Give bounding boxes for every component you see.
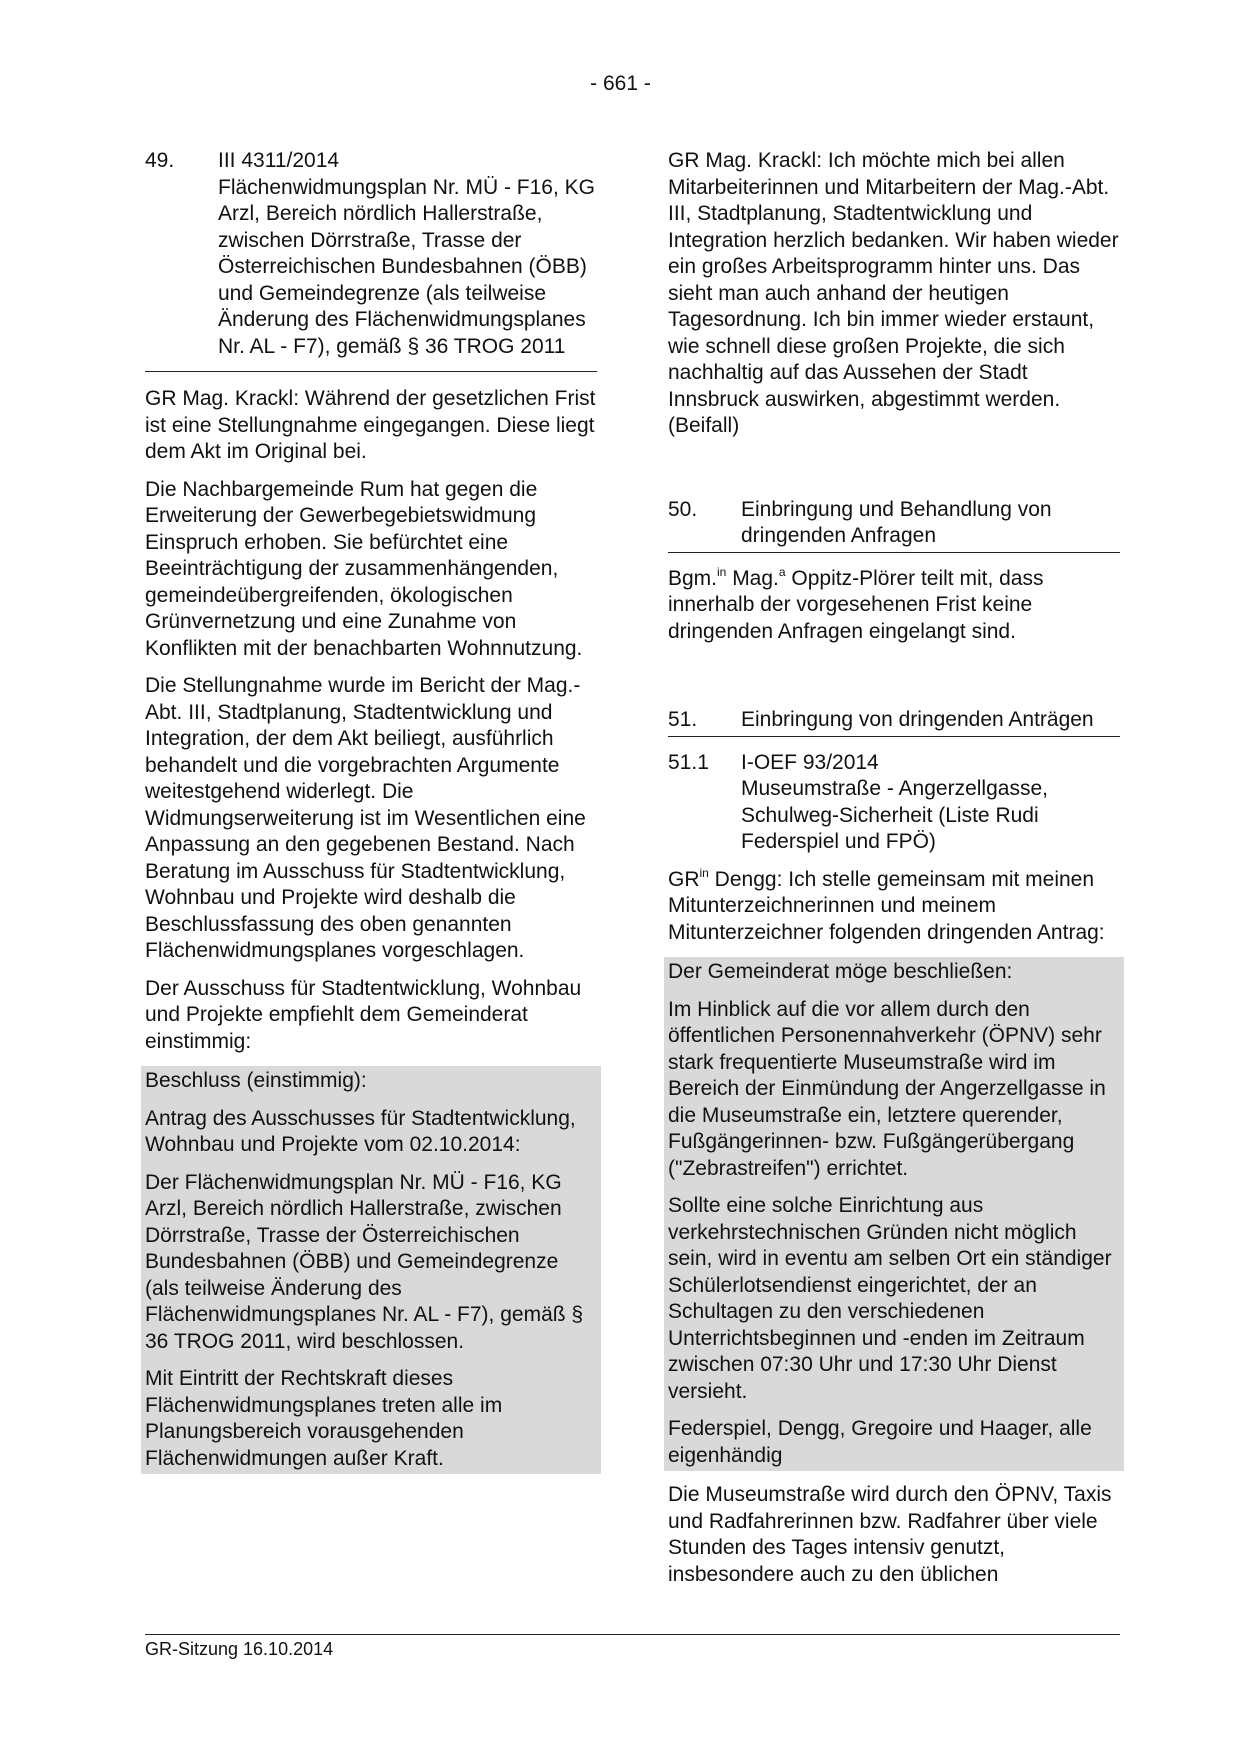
body-paragraph: Die Stellungnahme wurde im Bericht der Mag.-Abt. III, Stadtplanung, Stadtentwicklung und Integration, der dem Akt beiliegt, ausführlich behandelt und die vorgebrachten Argumente weitestgehend widerlegt. Die Widmungserweiterung ist im Wesentlichen eine Anpassung an den gegebenen Bestand. Nach Beratung im Ausschuss für Stadtentwicklung, Wohnbau und Projekte wird deshalb die Beschlussfassung des oben genannten Flächenwidmungsplanes vorgeschlagen. <box>145 674 586 962</box>
resolution-decision: Der Flächenwidmungsplan Nr. MÜ - F16, KG Arzl, Bereich nördlich Hallerstraße, zwischen Dörrstraße, Trasse der Österreichischen Bundesbahnen (ÖBB) und Gemeindegrenze (als teilweise Änderung des Flächenwidmungsplanes Nr. AL - F7), gemäß § 36 TROG 2011, wird beschlossen. <box>145 1170 584 1353</box>
body-paragraph: Die Nachbargemeinde Rum hat gegen die Erweiterung der Gewerbegebietswidmung Einspruch erhoben. Sie befürchtet eine Beeinträchtigung der zusammenhängenden, gemeindeübergreifenden, ökologischen Grünvernetzung und eine Zunahme von Konflikten mit der benachbarten Wohnnutzung. <box>145 477 583 660</box>
right-column <box>668 148 1120 1599</box>
motion-paragraph: Im Hinblick auf die vor allem durch den öffentlichen Personennahverkehr (ÖPNV) sehr stark frequentierte Museumstraße wird im Bereich der Einmündung der Angerzellgasse in die Museumstraße ein, letztere querender, Fußgängerinnen- bzw. Fußgängerübergang ("Zebrastreifen") errichtet. <box>668 997 1106 1180</box>
speaker-text: Oppitz-Plörer teilt mit, dass innerhalb der vorgesehenen Frist keine dringenden Anfragen eingelangt sind. <box>668 566 1044 643</box>
item-50-header <box>668 497 1120 553</box>
file-number: I-OEF 93/2014 <box>741 750 879 774</box>
resolution-box <box>141 1066 601 1474</box>
page-number: - 661 - <box>590 72 651 95</box>
item-title: Einbringung von dringenden Anträgen <box>741 708 1094 731</box>
speaker-title: Bgm. <box>668 566 718 590</box>
speaker-paragraph: GR Mag. Krackl: Während der gesetzlichen Frist ist eine Stellungnahme eingegangen. Diese liegt dem Akt im Original bei. <box>145 387 596 463</box>
agenda-item-51 <box>668 707 1120 1588</box>
item-number: 51.1 <box>668 750 709 774</box>
motion-signatures: Federspiel, Dengg, Gregoire und Haager, alle eigenhändig <box>668 1417 1092 1467</box>
item-title: Einbringung und Behandlung von dringenden Anfragen <box>741 497 1052 547</box>
superscript: a <box>778 564 786 579</box>
item-51-header <box>668 707 1120 737</box>
speaker-name: Dengg <box>708 867 777 891</box>
speaker-title: GR <box>668 867 700 891</box>
speaker-title: Mag. <box>726 566 779 590</box>
motion-box <box>664 957 1124 1471</box>
resolution-effect: Mit Eintritt der Rechtskraft dieses Flächenwidmungsplanes treten alle im Planungsbereich vorausgehenden Flächenwidmungen außer Kraft. <box>145 1367 503 1470</box>
footer-divider <box>145 1634 1120 1635</box>
agenda-item-49 <box>145 148 597 1474</box>
item-49-header <box>145 148 597 175</box>
item-number: 49. <box>145 149 175 172</box>
footer-session-date: GR-Sitzung 16.10.2014 <box>145 1639 334 1659</box>
item-number: 50. <box>668 497 698 521</box>
speaker-text: : Ich stelle gemeinsam mit meinen Mitunterzeichnerinnen und meinem Mitunterzeichner folgenden dringenden Antrag: <box>668 867 1105 944</box>
speaker-paragraph <box>668 566 1120 646</box>
agenda-item-50 <box>668 497 1120 646</box>
body-paragraph: Der Ausschuss für Stadtentwicklung, Wohnbau und Projekte empfiehlt dem Gemeinderat einstimmig: <box>145 976 582 1053</box>
item-number: 51. <box>668 708 698 731</box>
section-divider <box>145 371 597 372</box>
resolution-label: Beschluss (einstimmig): <box>145 1069 367 1092</box>
item-subject: Flächenwidmungsplan Nr. MÜ - F16, KG Arzl, Bereich nördlich Hallerstraße, zwischen Dörrstraße, Trasse der Österreichischen Bundesbahnen (ÖBB) und Gemeindegrenze (als teilweise Änderung des Flächenwidmungsplanes Nr. AL - F7), gemäß § 36 TROG 2011 <box>218 175 595 358</box>
superscript: in <box>699 865 709 880</box>
body-paragraph: Die Museumstraße wird durch den ÖPNV, Taxis und Radfahrerinnen bzw. Radfahrer über viele Stunden des Tages intensiv genutzt, insbesondere auch zu den üblichen <box>668 1483 1112 1586</box>
motion-label: Der Gemeinderat möge beschließen: <box>668 960 1013 983</box>
speaker-paragraph: GR Mag. Krackl: Ich möchte mich bei allen Mitarbeiterinnen und Mitarbeitern der Mag.-Abt. III, Stadtplanung, Stadtentwicklung und Integration herzlich bedanken. Wir haben wieder ein großes Arbeitsprogramm hinter uns. Das sieht man auch anhand der heutigen Tagesordnung. Ich bin immer wieder erstaunt, wie schnell diese großen Projekte, die sich nachhaltig auf das Aussehen der Stadt Innsbruck auswirken, abgestimmt werden. (Beifall) <box>668 149 1119 437</box>
item-subject: Museumstraße - Angerzellgasse, Schulweg-Sicherheit (Liste Rudi Federspiel und FPÖ) <box>741 777 1048 853</box>
item-51-1-header <box>668 750 1120 777</box>
superscript: in <box>717 564 727 579</box>
motion-paragraph: Sollte eine solche Einrichtung aus verkehrstechnischen Gründen nicht möglich sein, wird in eventu am selben Ort ein ständiger Schülerlotsendienst eingerichtet, der an Schultagen zu den verschiedenen Unterrichtsbeginnen und -enden im Zeitraum zwischen 07:30 Uhr und 17:30 Uhr Dienst versieht. <box>668 1194 1112 1403</box>
speaker-paragraph <box>668 867 1120 947</box>
resolution-motion: Antrag des Ausschusses für Stadtentwicklung, Wohnbau und Projekte vom 02.10.2014: <box>145 1106 576 1156</box>
left-column <box>145 148 597 1474</box>
file-number: III 4311/2014 <box>218 149 340 172</box>
